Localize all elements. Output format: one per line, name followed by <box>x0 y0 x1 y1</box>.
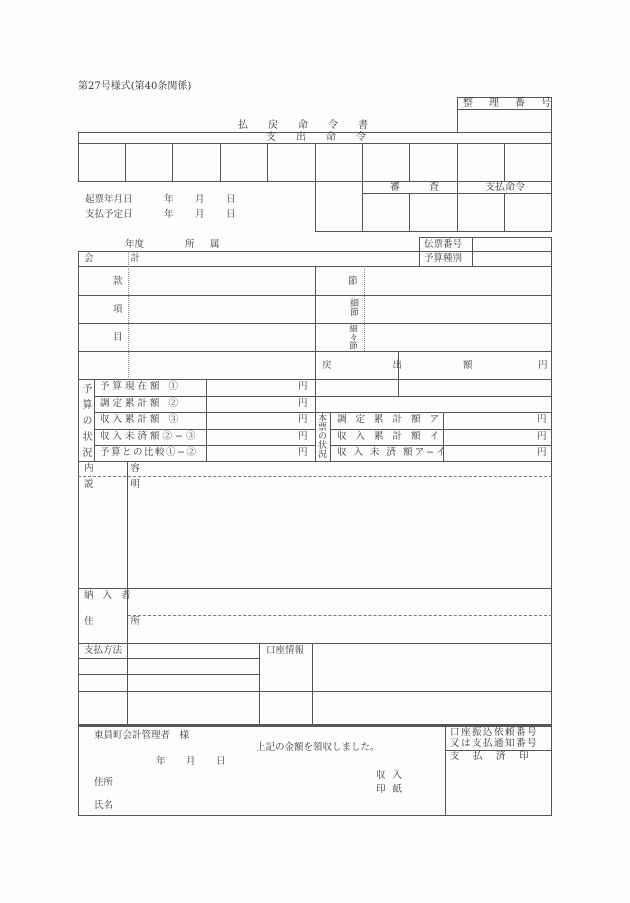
naiyo-field[interactable] <box>129 462 551 476</box>
nonyusha-label: 納 入 者 <box>84 590 134 601</box>
shinsa-cell-2[interactable] <box>410 194 457 231</box>
extra-field-1[interactable] <box>129 692 259 724</box>
shinsa-cell-1[interactable] <box>363 194 409 231</box>
approval-cell-4[interactable] <box>221 144 267 181</box>
setsumei-label: 説 明 <box>84 479 147 490</box>
budget-row-2-field[interactable] <box>207 397 295 412</box>
moku-label: 目 <box>113 332 123 343</box>
approval-cell-6[interactable] <box>316 144 362 181</box>
nonyusha-field[interactable] <box>129 589 551 615</box>
approval-cell-9[interactable] <box>458 144 504 181</box>
budget-row-4-label: 収入未済額②−③ <box>100 431 199 442</box>
receipt-day: 日 <box>216 756 226 767</box>
budget-row-1-label: 予算現在額 ① <box>100 381 182 392</box>
modoshi-amount-field[interactable] <box>399 352 534 379</box>
slip-row-3-field[interactable] <box>444 446 534 461</box>
koza-joho-field[interactable] <box>314 644 551 691</box>
slip-row-2-field[interactable] <box>444 430 534 445</box>
shiharai-day: 日 <box>226 209 236 220</box>
approval-cell-2[interactable] <box>126 144 172 181</box>
shiharai-meirei-cell-2[interactable] <box>505 194 551 231</box>
budget-row-4-unit: 円 <box>298 431 308 442</box>
transfer-number-label-2: 又は支払通知番号 <box>450 738 539 749</box>
moku-field[interactable] <box>130 324 314 351</box>
koza-joho-label: 口座情報 <box>266 645 305 656</box>
stamp-label-2: 印 紙 <box>376 784 405 795</box>
budget-row-3-unit: 円 <box>298 414 308 425</box>
slip-row-2-label: 収 入 累 計 額 イ <box>337 431 443 442</box>
budget-row-5-field[interactable] <box>207 446 295 461</box>
approval-cell-lower-1[interactable] <box>316 183 362 231</box>
yosan-shubetsu-label: 予算種別 <box>424 253 463 264</box>
budget-row-5-label: 予算との比較①−② <box>100 447 198 458</box>
control-number-label: 整 理 番 号 <box>463 98 554 109</box>
budget-row-3-label: 収入累計額 ③ <box>100 414 182 425</box>
jusho-field[interactable] <box>129 617 551 642</box>
nendo-label: 年度 <box>125 239 145 250</box>
approval-cell-3[interactable] <box>173 144 220 181</box>
kou-field[interactable] <box>130 296 314 323</box>
approval-cell-10[interactable] <box>505 144 551 181</box>
modoshi-label: 戻 出 額 <box>322 360 487 371</box>
receipt-address-label: 住所 <box>94 777 114 788</box>
slip-row-2-unit: 円 <box>537 431 547 442</box>
kaikei-field[interactable] <box>130 252 418 266</box>
kihyo-date-label: 起票年月日 <box>85 194 133 205</box>
saisetsu-label: 細節 <box>348 298 358 316</box>
extra-field-2[interactable] <box>314 692 551 724</box>
kan-field[interactable] <box>130 267 314 295</box>
setsumei-field[interactable] <box>129 478 551 587</box>
kihyo-month: 月 <box>195 194 205 205</box>
shiharai-yotei-label: 支払予定日 <box>85 209 133 220</box>
shinsa-label: 審 査 <box>390 182 442 193</box>
slip-row-3-unit: 円 <box>537 447 547 458</box>
kihyo-day: 日 <box>226 194 236 205</box>
shiharai-hoho-label: 支払方法 <box>84 645 123 656</box>
shozoku-label: 所 属 <box>185 239 223 250</box>
slip-status-side-label: 本票の状況 <box>316 413 326 458</box>
jusho-label: 住 所 <box>84 616 147 627</box>
budget-row-5-unit: 円 <box>298 447 308 458</box>
budget-row-1-unit: 円 <box>298 381 308 392</box>
budget-row-2-label: 調定累計額 ② <box>100 398 182 409</box>
form-id: 第27号様式(第40条関係) <box>78 81 192 92</box>
modoshi-yen: 円 <box>538 360 548 371</box>
shishutsu-meirei-label: 支 出 命 令 <box>266 132 366 143</box>
budget-status-side-label: 予算の状況 <box>80 383 91 463</box>
receipt-month: 月 <box>186 756 196 767</box>
receipt-addressee: 東員町会計管理者 様 <box>94 730 190 741</box>
approval-cell-7[interactable] <box>363 144 409 181</box>
setsu-label: 節 <box>348 276 358 287</box>
saisaisetsu-label: 細々節 <box>347 324 358 350</box>
budget-row-1-field[interactable] <box>207 380 295 396</box>
shiharai-hoho-field[interactable] <box>129 644 259 658</box>
denpyo-bango-label: 伝票番号 <box>424 239 463 250</box>
approval-cell-8[interactable] <box>410 144 457 181</box>
approval-cell-5[interactable] <box>268 144 315 181</box>
stamp-label-1: 収 入 <box>376 770 405 781</box>
paid-stamp-area[interactable] <box>446 765 551 815</box>
receipt-year: 年 <box>156 756 166 767</box>
shiharai-meirei-label: 支払命令 <box>485 182 525 193</box>
slip-row-1-field[interactable] <box>444 413 534 429</box>
slip-row-3-label: 収 入 未 済 額ア−イ <box>337 447 448 458</box>
document-title: 払 戻 命 令 書 <box>238 120 368 131</box>
shiharai-year: 年 <box>164 209 174 220</box>
setsu-field[interactable] <box>366 267 551 295</box>
control-number-field[interactable] <box>458 110 551 132</box>
saisetsu-field[interactable] <box>366 296 551 323</box>
shiharai-meirei-cell-1[interactable] <box>458 194 504 231</box>
kou-label: 項 <box>113 304 123 315</box>
saisaisetsu-field[interactable] <box>366 324 551 351</box>
budget-row-2-unit: 円 <box>298 398 308 409</box>
kihyo-year: 年 <box>164 194 174 205</box>
denpyo-bango-field[interactable] <box>473 238 551 251</box>
paid-stamp-label: 支 払 済 印 <box>450 751 531 762</box>
kan-label: 款 <box>113 276 123 287</box>
slip-row-1-label: 調 定 累 計 額 ア <box>337 414 443 425</box>
receipt-statement: 上記の金額を領収しました。 <box>256 742 380 753</box>
naiyo-label: 内 容 <box>84 463 147 474</box>
shiharai-month: 月 <box>195 209 205 220</box>
receipt-name-label: 氏名 <box>94 800 114 811</box>
slip-row-1-unit: 円 <box>537 414 547 425</box>
approval-cell-1[interactable] <box>79 144 125 181</box>
budget-row-4-field[interactable] <box>207 430 295 445</box>
budget-row-3-field[interactable] <box>207 413 295 429</box>
transfer-number-label-1: 口座振込依頼番号 <box>450 727 539 738</box>
kaikei-label: 会 計 <box>84 253 147 264</box>
receipt-name-field[interactable] <box>115 798 315 814</box>
receipt-address-field[interactable] <box>115 775 315 791</box>
